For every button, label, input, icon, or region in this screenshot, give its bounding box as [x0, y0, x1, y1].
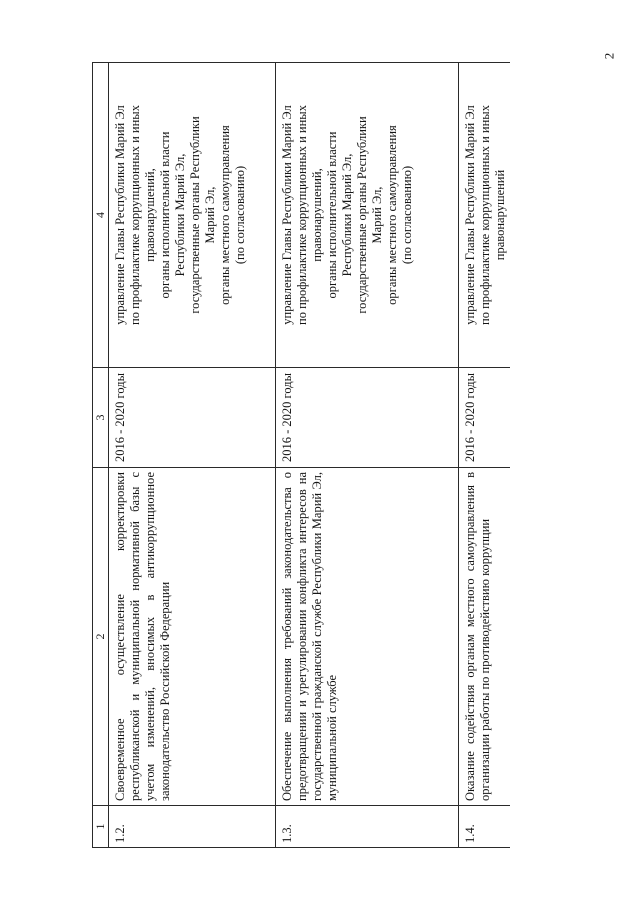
header-col-2: 2	[93, 468, 109, 806]
measures-table	[92, 62, 510, 848]
measure-text: Обеспечение выполнения требований законодательства о предотвращении и урегулировании конфликта интересов на государственной гражданской службе Республики Марий Эл, муниципальной службе	[276, 468, 459, 806]
table-row	[459, 63, 511, 848]
responsible-line: правонарушений,	[310, 168, 324, 262]
responsible	[109, 63, 276, 368]
responsible-line: органы исполнительной власти	[158, 131, 172, 299]
responsible-line: управление Главы Республики Марий Эл	[113, 105, 127, 325]
responsible-line: Марий Эл,	[203, 186, 217, 244]
page-number: 2	[601, 52, 617, 60]
responsible	[276, 63, 459, 368]
measure-text: Оказание содействия органам местного самоуправления в организации работы по противодействию коррупции	[459, 468, 511, 806]
responsible-line: (по согласованию)	[400, 165, 414, 265]
header-col-1: 1	[93, 806, 109, 848]
responsible-line: (по согласованию)	[233, 165, 247, 265]
responsible-line: Марий Эл,	[370, 186, 384, 244]
period: 2016 - 2020 годы	[459, 368, 511, 468]
table-row	[276, 63, 459, 848]
responsible-line: Республики Марий Эл,	[173, 153, 187, 277]
responsible-line: органы местного самоуправления	[385, 125, 399, 305]
responsible-line: государственные органы Республики	[188, 116, 202, 314]
item-number: 1.2.	[109, 806, 276, 848]
responsible-line: правонарушений	[493, 169, 507, 261]
responsible-line: по профилактике коррупционных и иных	[128, 105, 142, 325]
responsible-line: правонарушений,	[143, 168, 157, 262]
responsible-line: управление Главы Республики Марий Эл	[280, 105, 294, 325]
rotated-document-page	[92, 63, 512, 848]
item-number: 1.4.	[459, 806, 511, 848]
item-number: 1.3.	[276, 806, 459, 848]
responsible-line: органы местного самоуправления	[218, 125, 232, 305]
responsible	[459, 63, 511, 368]
period: 2016 - 2020 годы	[109, 368, 276, 468]
responsible-line: Республики Марий Эл,	[340, 153, 354, 277]
responsible-line: управление Главы Республики Марий Эл	[463, 105, 477, 325]
responsible-line: государственные органы Республики	[355, 116, 369, 314]
period: 2016 - 2020 годы	[276, 368, 459, 468]
header-col-3: 3	[93, 368, 109, 468]
responsible-line: по профилактике коррупционных и иных	[295, 105, 309, 325]
table-row	[109, 63, 276, 848]
responsible-line: органы исполнительной власти	[325, 131, 339, 299]
measure-text: Своевременное осуществление корректировки республиканской и муниципальной нормативной базы с учетом изменений, вносимых в антикоррупционное законодательство Российской Федерации	[109, 468, 276, 806]
table-header-row	[93, 63, 109, 848]
header-col-4: 4	[93, 63, 109, 368]
responsible-line: по профилактике коррупционных и иных	[478, 105, 492, 325]
